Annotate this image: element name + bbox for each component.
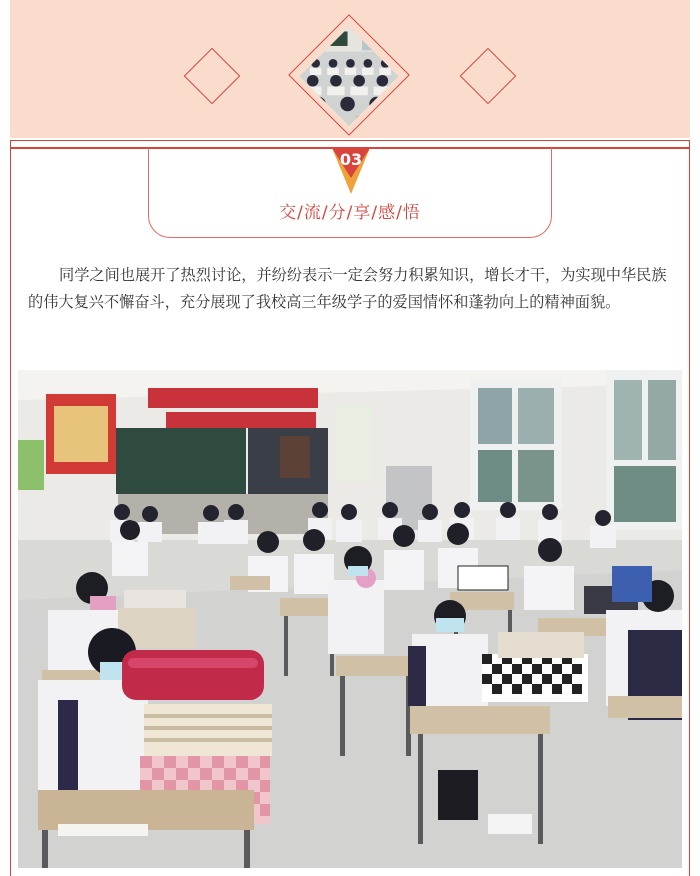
body-paragraph: 同学之间也展开了热烈讨论，并纷纷表示一定会努力积累知识，增长才干，为实现中华民族的伟大复兴不懈奋斗，充分展现了我校高三年级学子的爱国情怀和蓬勃向上的精神面貌。: [28, 266, 667, 311]
classroom-photo-image: [18, 370, 682, 868]
classroom-photo: [18, 370, 682, 868]
section-number: 03: [339, 150, 363, 169]
section-title: 交/流/分/享/感/悟: [279, 203, 421, 223]
